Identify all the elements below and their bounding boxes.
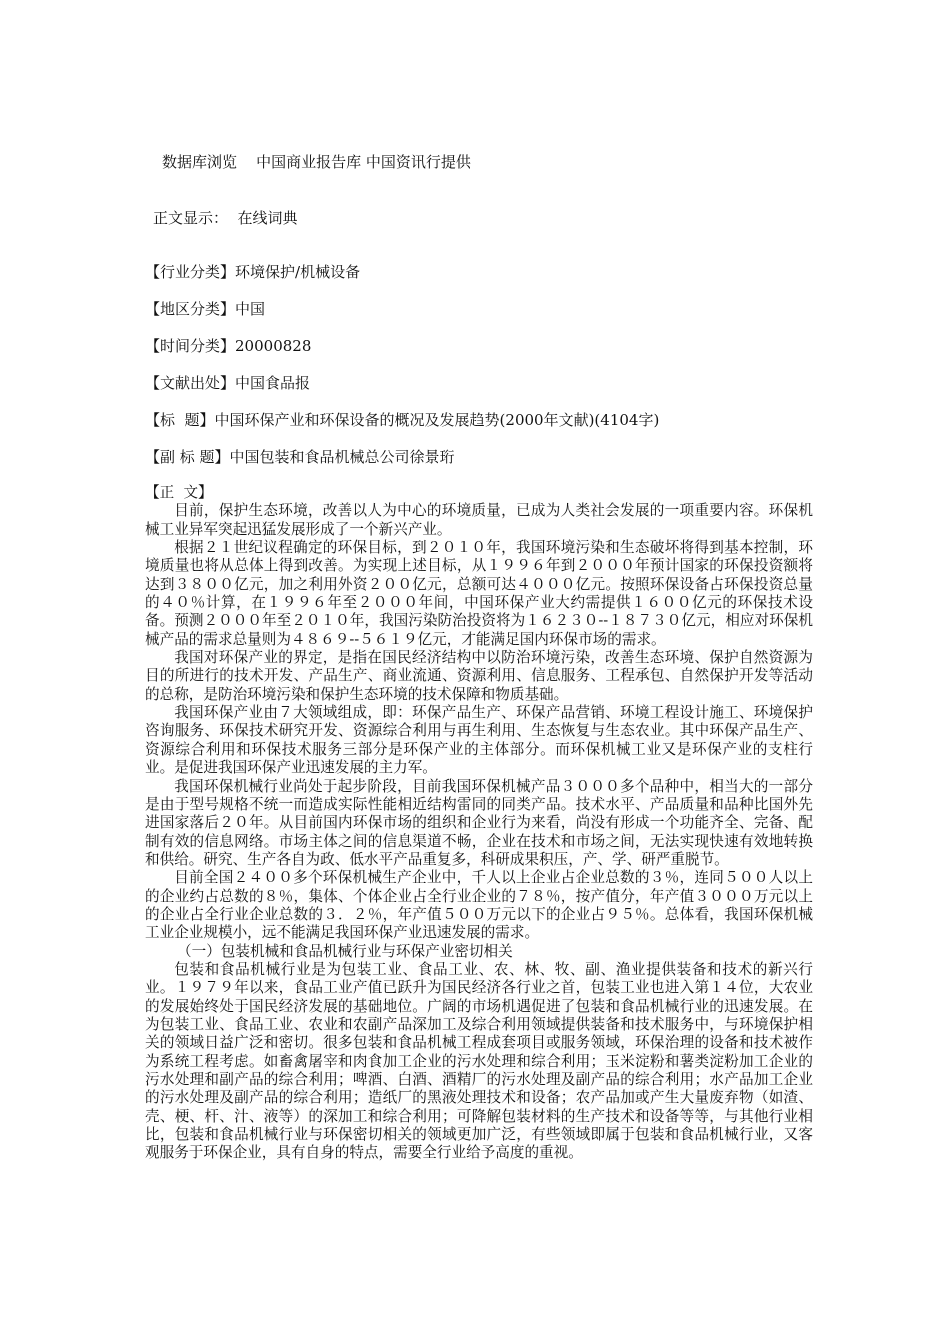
metadata-list bbox=[145, 262, 815, 484]
section-subheading: （一）包装机械和食品机械行业与环保产业密切相关 bbox=[177, 942, 513, 960]
meta-label: 【地区分类】 bbox=[145, 300, 236, 318]
meta-industry bbox=[145, 262, 815, 282]
meta-value: 中国包装和食品机械总公司徐景珩 bbox=[229, 448, 455, 466]
body-paragraph: 根据２１世纪议程确定的环保目标，到２０１０年，我国环境污染和生态破坏将得到基本控制，环境质量也将从总体上得到改善。为实现上述目标，从１９９６年到２０００年预计国家的环保投资额将达到３８００亿元，加之利用外资２００亿元，总额可达４０００亿元。按照环保设备占环保投资总量的４０％计算，在１９９６年至２０００年间，中国环保产业大约需提供１６００亿元的环保技术设备。预测２０００年至２０１０年，我国污染防治投资将为１６２３０--１８７３０亿元，相应对环保机械产品的需求总量则为４８６９--５６１９亿元，才能满足国内环保市场的需求。 bbox=[145, 539, 813, 648]
body-label: 【正 文】 bbox=[145, 484, 213, 501]
meta-value: 20000828 bbox=[235, 337, 312, 355]
meta-label: 【文献出处】 bbox=[145, 374, 236, 392]
meta-value: 中国 bbox=[235, 300, 266, 318]
meta-subtitle bbox=[145, 447, 815, 467]
database-header: 数据库浏览 中国商业报告库 中国资讯行提供 bbox=[162, 153, 471, 171]
article-body bbox=[145, 484, 813, 1163]
meta-value: 中国环保产业和环保设备的概况及发展趋势(2000年文献)(4104字) bbox=[214, 411, 660, 429]
meta-value: 环境保护/机械设备 bbox=[235, 263, 361, 281]
meta-title bbox=[145, 410, 815, 430]
body-paragraph: 包装和食品机械行业是为包装工业、食品工业、农、林、牧、副、渔业提供装备和技术的新兴行业。１９７９年以来，食品工业产值已跃升为国民经济各行业之首，包装工业也进入第１４位，大农业的发展始终处于国民经济发展的基础地位。广阔的市场机遇促进了包装和食品机械行业的迅速发展。在为包装工业、食品工业、农业和农副产品深加工及综合利用领域提供装备和技术服务中，与环境保护相关的领域日益广泛和密切。很多包装和食品机械工程成套项目或服务领域，环保治理的设备和技术被作为系统工程考虑。如畜禽屠宰和肉食加工企业的污水处理和综合利用；玉米淀粉和薯类淀粉加工企业的污水处理和副产品的综合利用；啤酒、白酒、酒精厂的污水处理及副产品的综合利用；水产品加工企业的污水处理及副产品的综合利用；造纸厂的黑液处理技术和设备；农产品加或产生大量废弃物（如渣、壳、梗、杆、汁、液等）的深加工和综合利用；可降解包装材料的生产技术和设备等等，与其他行业相比，包装和食品机械行业与环保密切相关的领域更加广泛，有些领域即属于包装和食品机械行业，又客观服务于环保企业，具有自身的特点，需要全行业给予高度的重视。 bbox=[145, 960, 813, 1162]
meta-region bbox=[145, 299, 815, 319]
body-paragraph: 我国环保产业由７大领域组成，即：环保产品生产、环保产品营销、环境工程设计施工、环境保护咨询服务、环保技术研究开发、资源综合利用与再生利用、生态恢复与生态农业。其中环保产品生产、资源综合利用和环保技术服务三部分是环保产业的主体部分。而环保机械工业又是环保产业的支柱行业。是促进我国环保产业迅速发展的主力军。 bbox=[145, 704, 813, 777]
body-paragraph: 目前，保护生态环境，改善以人为中心的环境质量，已成为人类社会发展的一项重要内容。环保机械工业异军突起迅猛发展形成了一个新兴产业。 bbox=[145, 502, 813, 538]
body-paragraph: 目前全国２４００多个环保机械生产企业中，千人以上企业占企业总数的３％，连同５００人以上的企业约占总数的８％，集体、个体企业占全行业企业的７８％，按产值分，年产值３０００万元以上的企业占全行业企业总数的３．２％，年产值５００万元以下的企业占９５％。总体看，我国环保机械工业企业规模小，远不能满足我国环保产业迅速发展的需求。 bbox=[145, 869, 813, 942]
body-paragraph: 我国对环保产业的界定，是指在国民经济结构中以防治环境污染，改善生态环境、保护自然资源为目的所进行的技术开发、产品生产、商业流通、资源利用、信息服务、工程承包、自然保护开发等活动的总称，是防治环境污染和保护生态环境的技术保障和物质基础。 bbox=[145, 649, 813, 703]
meta-label: 【时间分类】 bbox=[145, 337, 236, 355]
meta-label: 【标 题】 bbox=[145, 411, 215, 429]
body-paragraph: 我国环保机械行业尚处于起步阶段，目前我国环保机械产品３０００多个品种中，相当大的一部分是由于型号规格不统一而造成实际性能相近结构雷同的同类产品。技术水平、产品质量和品种比国外先进国家落后２０年。从目前国内环保市场的组织和企业行为来看，尚没有形成一个功能齐全、完备、配制有效的信息网络。市场主体之间的信息渠道不畅，企业在技术和市场之间，无法实现快速有效地转换和供给。研究、生产各自为政、低水平产品重复多，科研成果积压，产、学、研严重脱节。 bbox=[145, 777, 813, 868]
meta-date bbox=[145, 336, 815, 356]
meta-label: 【副 标 题】 bbox=[145, 448, 230, 466]
meta-source bbox=[145, 373, 815, 393]
meta-value: 中国食品报 bbox=[235, 374, 311, 392]
meta-label: 【行业分类】 bbox=[145, 263, 236, 281]
display-mode-line: 正文显示： 在线词典 bbox=[153, 209, 298, 227]
